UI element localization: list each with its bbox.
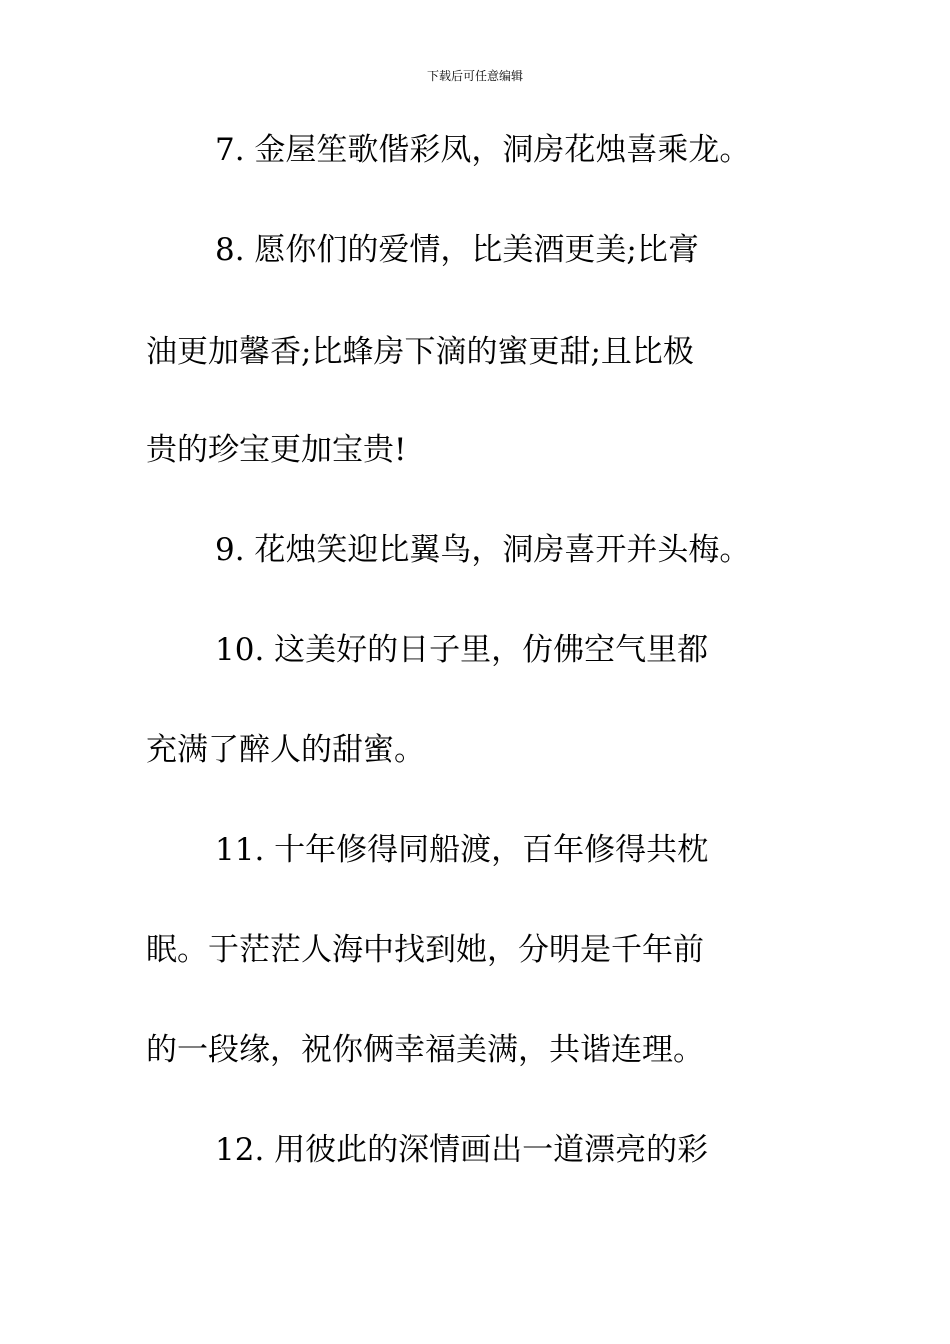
text-line: 充满了醉人的甜蜜。 — [146, 732, 425, 768]
header-note: 下载后可任意编辑 — [426, 69, 523, 83]
text-line-item-8-start: 8. 愿你们的爱情，比美酒更美;比膏 — [215, 232, 699, 268]
text-line: 眠。于茫茫人海中找到她，分明是千年前 — [146, 932, 704, 968]
text-line-item-10-start: 10. 这美好的日子里，仿佛空气里都 — [215, 632, 709, 668]
text-line: 油更加馨香;比蜂房下滴的蜜更甜;且比极 — [146, 334, 694, 370]
text-line-item-7: 7. 金屋笙歌偕彩凤，洞房花烛喜乘龙。 — [215, 132, 751, 168]
text-line-item-11-start: 11. 十年修得同船渡，百年修得共枕 — [215, 832, 709, 868]
text-line: 的一段缘，祝你俩幸福美满，共谐连理。 — [146, 1032, 704, 1068]
text-line: 贵的珍宝更加宝贵! — [146, 432, 407, 468]
text-line-item-12-start: 12. 用彼此的深情画出一道漂亮的彩 — [215, 1132, 709, 1168]
text-line-item-9: 9. 花烛笑迎比翼鸟，洞房喜开并头梅。 — [215, 532, 751, 568]
